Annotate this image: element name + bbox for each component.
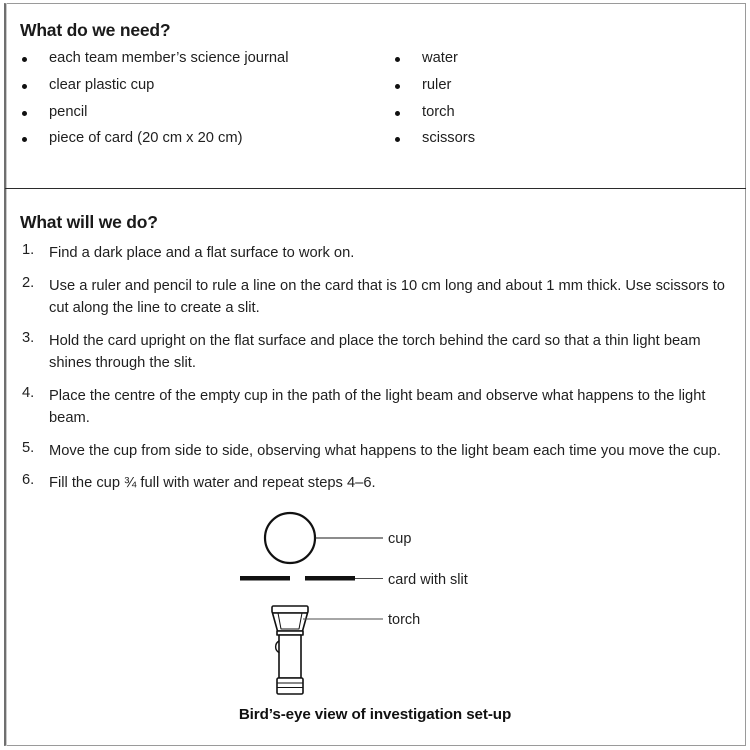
diagram-label-card: card with slit [388, 572, 468, 588]
list-item [20, 77, 380, 104]
torch-shape [272, 606, 308, 694]
list-item-label: clear plastic cup [49, 76, 155, 93]
bullet-icon [395, 84, 400, 89]
diagram-label-torch: torch [388, 612, 421, 628]
list-item [393, 50, 723, 77]
materials-heading: What do we need? [20, 20, 171, 40]
list-item [393, 104, 723, 131]
list-item-label: pencil [49, 103, 88, 120]
step-number: 1. [22, 242, 35, 258]
method-steps-list [20, 242, 726, 505]
list-item-label: scissors [422, 130, 476, 147]
list-item-label: water [422, 50, 458, 66]
bullet-icon [395, 137, 400, 142]
list-item [393, 77, 723, 104]
list-item-label: ruler [422, 76, 452, 93]
step-item [20, 330, 726, 375]
step-text: Fill the cup ¾ full with water and repeat steps 4–6. [49, 475, 376, 491]
bullet-icon [395, 57, 400, 62]
list-item [20, 130, 380, 157]
materials-list-left [20, 50, 380, 157]
step-item [20, 472, 726, 495]
step-number: 3. [22, 329, 35, 346]
bullet-icon [22, 84, 27, 89]
list-item [20, 104, 380, 131]
step-item [20, 385, 726, 430]
list-item-label: torch [422, 103, 455, 120]
list-item-label: each team member’s science journal [49, 50, 289, 66]
step-number: 5. [22, 439, 35, 456]
list-item [393, 130, 723, 157]
step-text: Move the cup from side to side, observing what happens to the light beam each time you move the cup. [49, 442, 721, 459]
step-item [20, 242, 726, 265]
cup-shape [265, 513, 315, 563]
bullet-icon [395, 111, 400, 116]
step-text: Find a dark place and a flat surface to work on. [49, 245, 355, 261]
list-item [20, 50, 380, 77]
diagram-label-cup: cup [388, 531, 412, 547]
step-item [20, 440, 726, 463]
step-number: 6. [22, 472, 35, 488]
step-number: 2. [22, 274, 35, 291]
diagram-caption: Bird’s-eye view of investigation set-up [238, 706, 512, 723]
bullet-icon [22, 137, 27, 142]
card-with-slit-shape [240, 576, 355, 581]
step-number: 4. [22, 384, 35, 401]
list-item-label: piece of card (20 cm x 20 cm) [49, 130, 243, 147]
materials-list-right [393, 50, 723, 157]
bullet-icon [22, 57, 27, 62]
step-item [20, 275, 726, 320]
method-heading: What will we do? [20, 212, 158, 232]
step-text: Place the centre of the empty cup in the path of the light beam and observe what happens to the light beam. [49, 387, 706, 426]
step-text: Use a ruler and pencil to rule a line on the card that is 10 cm long and about 1 mm thick. Use scissors to cut along the line to create a slit. [49, 277, 725, 316]
bullet-icon [22, 111, 27, 116]
step-text: Hold the card upright on the flat surface and place the torch behind the card so that a thin light beam shines through the slit. [49, 332, 701, 371]
section-divider [5, 188, 746, 189]
